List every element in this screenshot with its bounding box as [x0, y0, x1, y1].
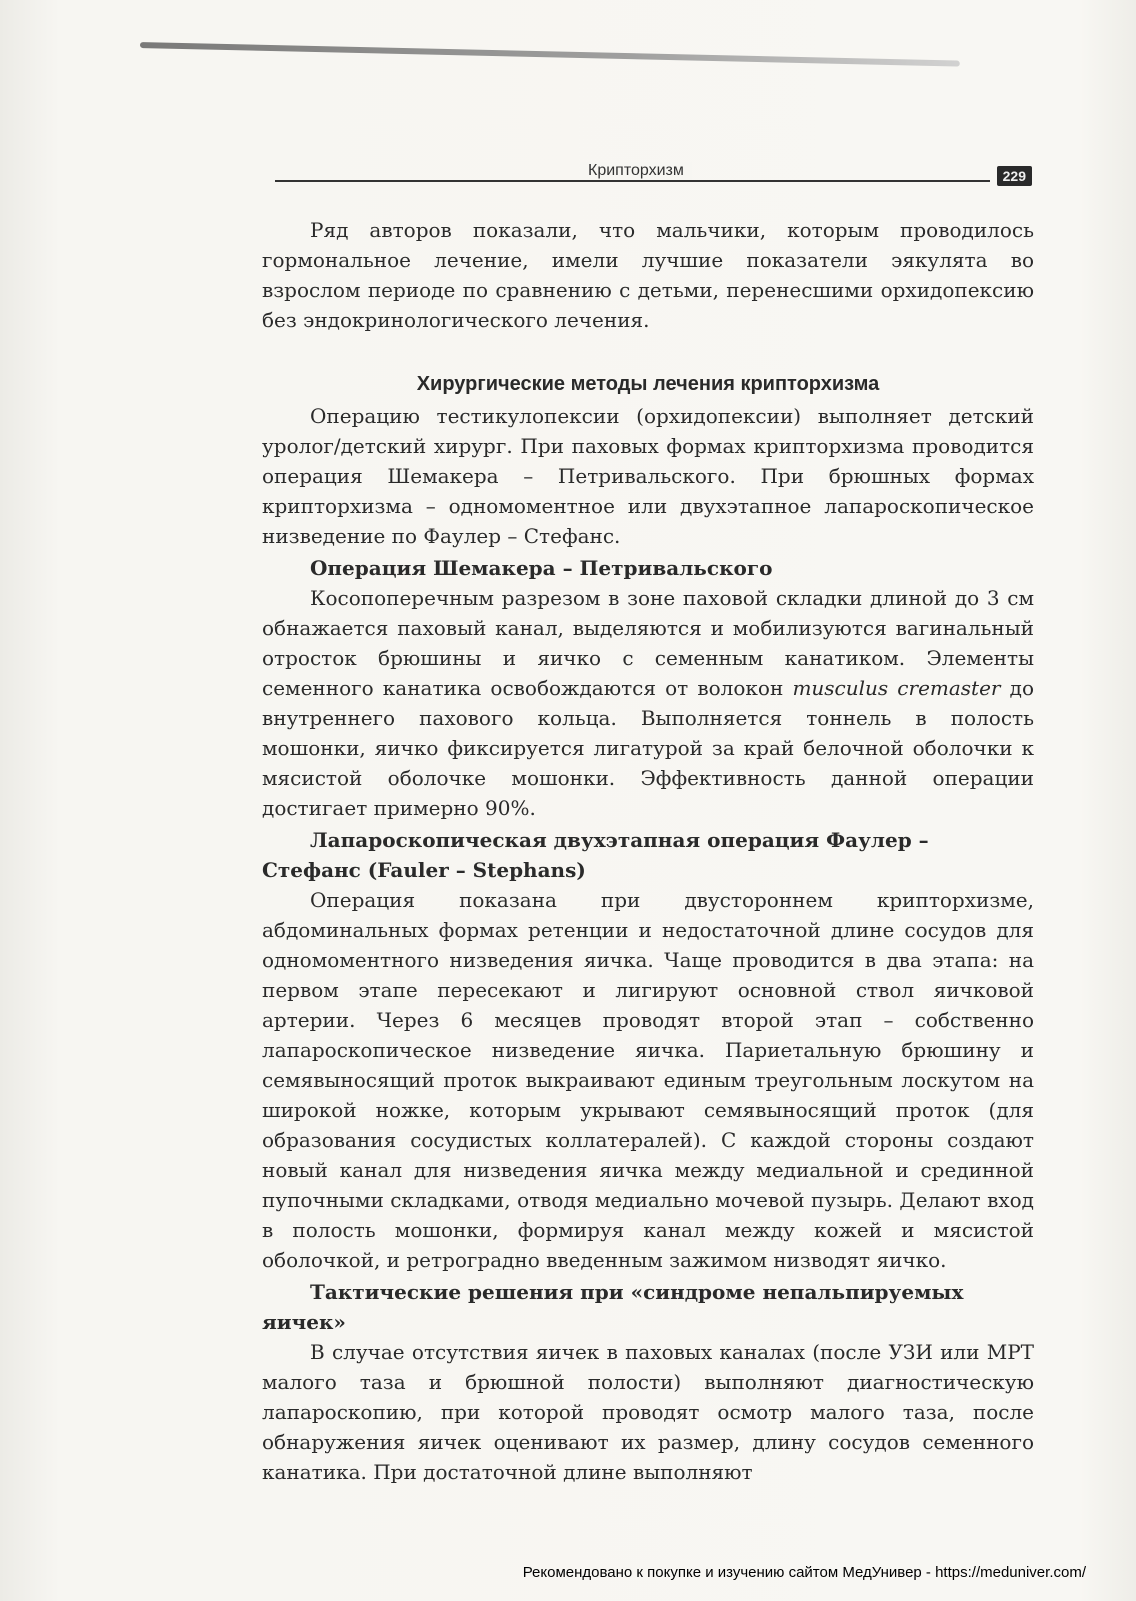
shemaker-text-end: до внутреннего пахового кольца. Выполняется тоннель в полость мошонки, яичко фиксируется лигатурой за край белочной оболочки к мясистой оболочке мошонки. Эффективность данной операции достигает примерно 90%.	[262, 676, 1034, 820]
footer-recommendation: Рекомендовано к покупке и изучению сайтом МедУнивер - https://meduniver.com/	[522, 1564, 1086, 1581]
heading-tactical-decisions: Тактические решения при «синдроме непальпируемых яичек»	[262, 1280, 964, 1334]
scan-edge-shadow	[140, 42, 960, 67]
page-content	[262, 215, 1034, 1487]
heading-fowler-stephens: Лапароскопическая двухэтапная операция Фаулер – Стефанс (Fauler – Stephans)	[262, 828, 929, 882]
heading-shemaker-operation: Операция Шемакера – Петривальского	[310, 556, 773, 580]
page-number: 229	[997, 166, 1032, 186]
running-header	[275, 162, 1040, 192]
paragraph-fowler-stephens: Операция показана при двустороннем крипторхизме, абдоминальных формах ретенции и недостаточной длине сосудов для одномоментного низведения яичка. Чаще проводится в два этапа: на первом этапе пересекают и лигируют основной ствол яичковой артерии. Через 6 месяцев проводят второй этап – собственно лапароскопическое низведение яичка. Париетальную брюшину и семявыносящий проток выкраивают единым треугольным лоскутом на широкой ножке, которым укрывают семявыносящий проток (для образования сосудистых коллатералей). С каждой стороны создают новый канал для низведения яичка между медиальной и срединной пупочными складками, отводя медиально мочевой пузырь. Делают вход в полость мошонки, формируя канал между кожей и мясистой оболочкой, и ретроградно введенным зажимом низводят яичко.	[262, 888, 1034, 1272]
latin-term: musculus cremaster	[792, 676, 1001, 700]
paragraph-shemaker-operation	[262, 583, 1034, 823]
shemaker-text-start: Косопоперечным разрезом в зоне паховой складки длиной до 3 см обнажается паховый канал, выделяются и мобилизуются вагинальный отросток брюшины и яичко с семенным канатиком. Элементы семенного канатика освобождаются от волокон	[262, 586, 1034, 700]
paragraph-surgical-methods: Операцию тестикулопексии (орхидопексии) выполняет детский уролог/детский хирург. При паховых формах крипторхизма проводится операция Шемакера – Петривальского. При брюшных формах крипторхизма – одномоментное или двухэтапное лапароскопическое низведение по Фаулер – Стефанс.	[262, 404, 1034, 548]
paragraph-hormonal: Ряд авторов показали, что мальчики, которым проводилось гормональное лечение, имели лучшие показатели эякулята во взрослом периоде по сравнению с детьми, перенесшими орхидопексию без эндокринологического лечения.	[262, 218, 1034, 332]
header-rule	[275, 180, 990, 182]
chapter-title: Крипторхизм	[580, 162, 692, 180]
paragraph-tactical-decisions: В случае отсутствия яичек в паховых каналах (после УЗИ или МРТ малого таза и брюшной полости) выполняют диагностическую лапароскопию, при которой проводят осмотр малого таза, после обнаружения яичек оценивают их размер, длину сосудов семенного канатика. При достаточной длине выполняют	[262, 1340, 1034, 1484]
heading-surgical-methods: Хирургические методы лечения крипторхизма	[416, 373, 880, 395]
